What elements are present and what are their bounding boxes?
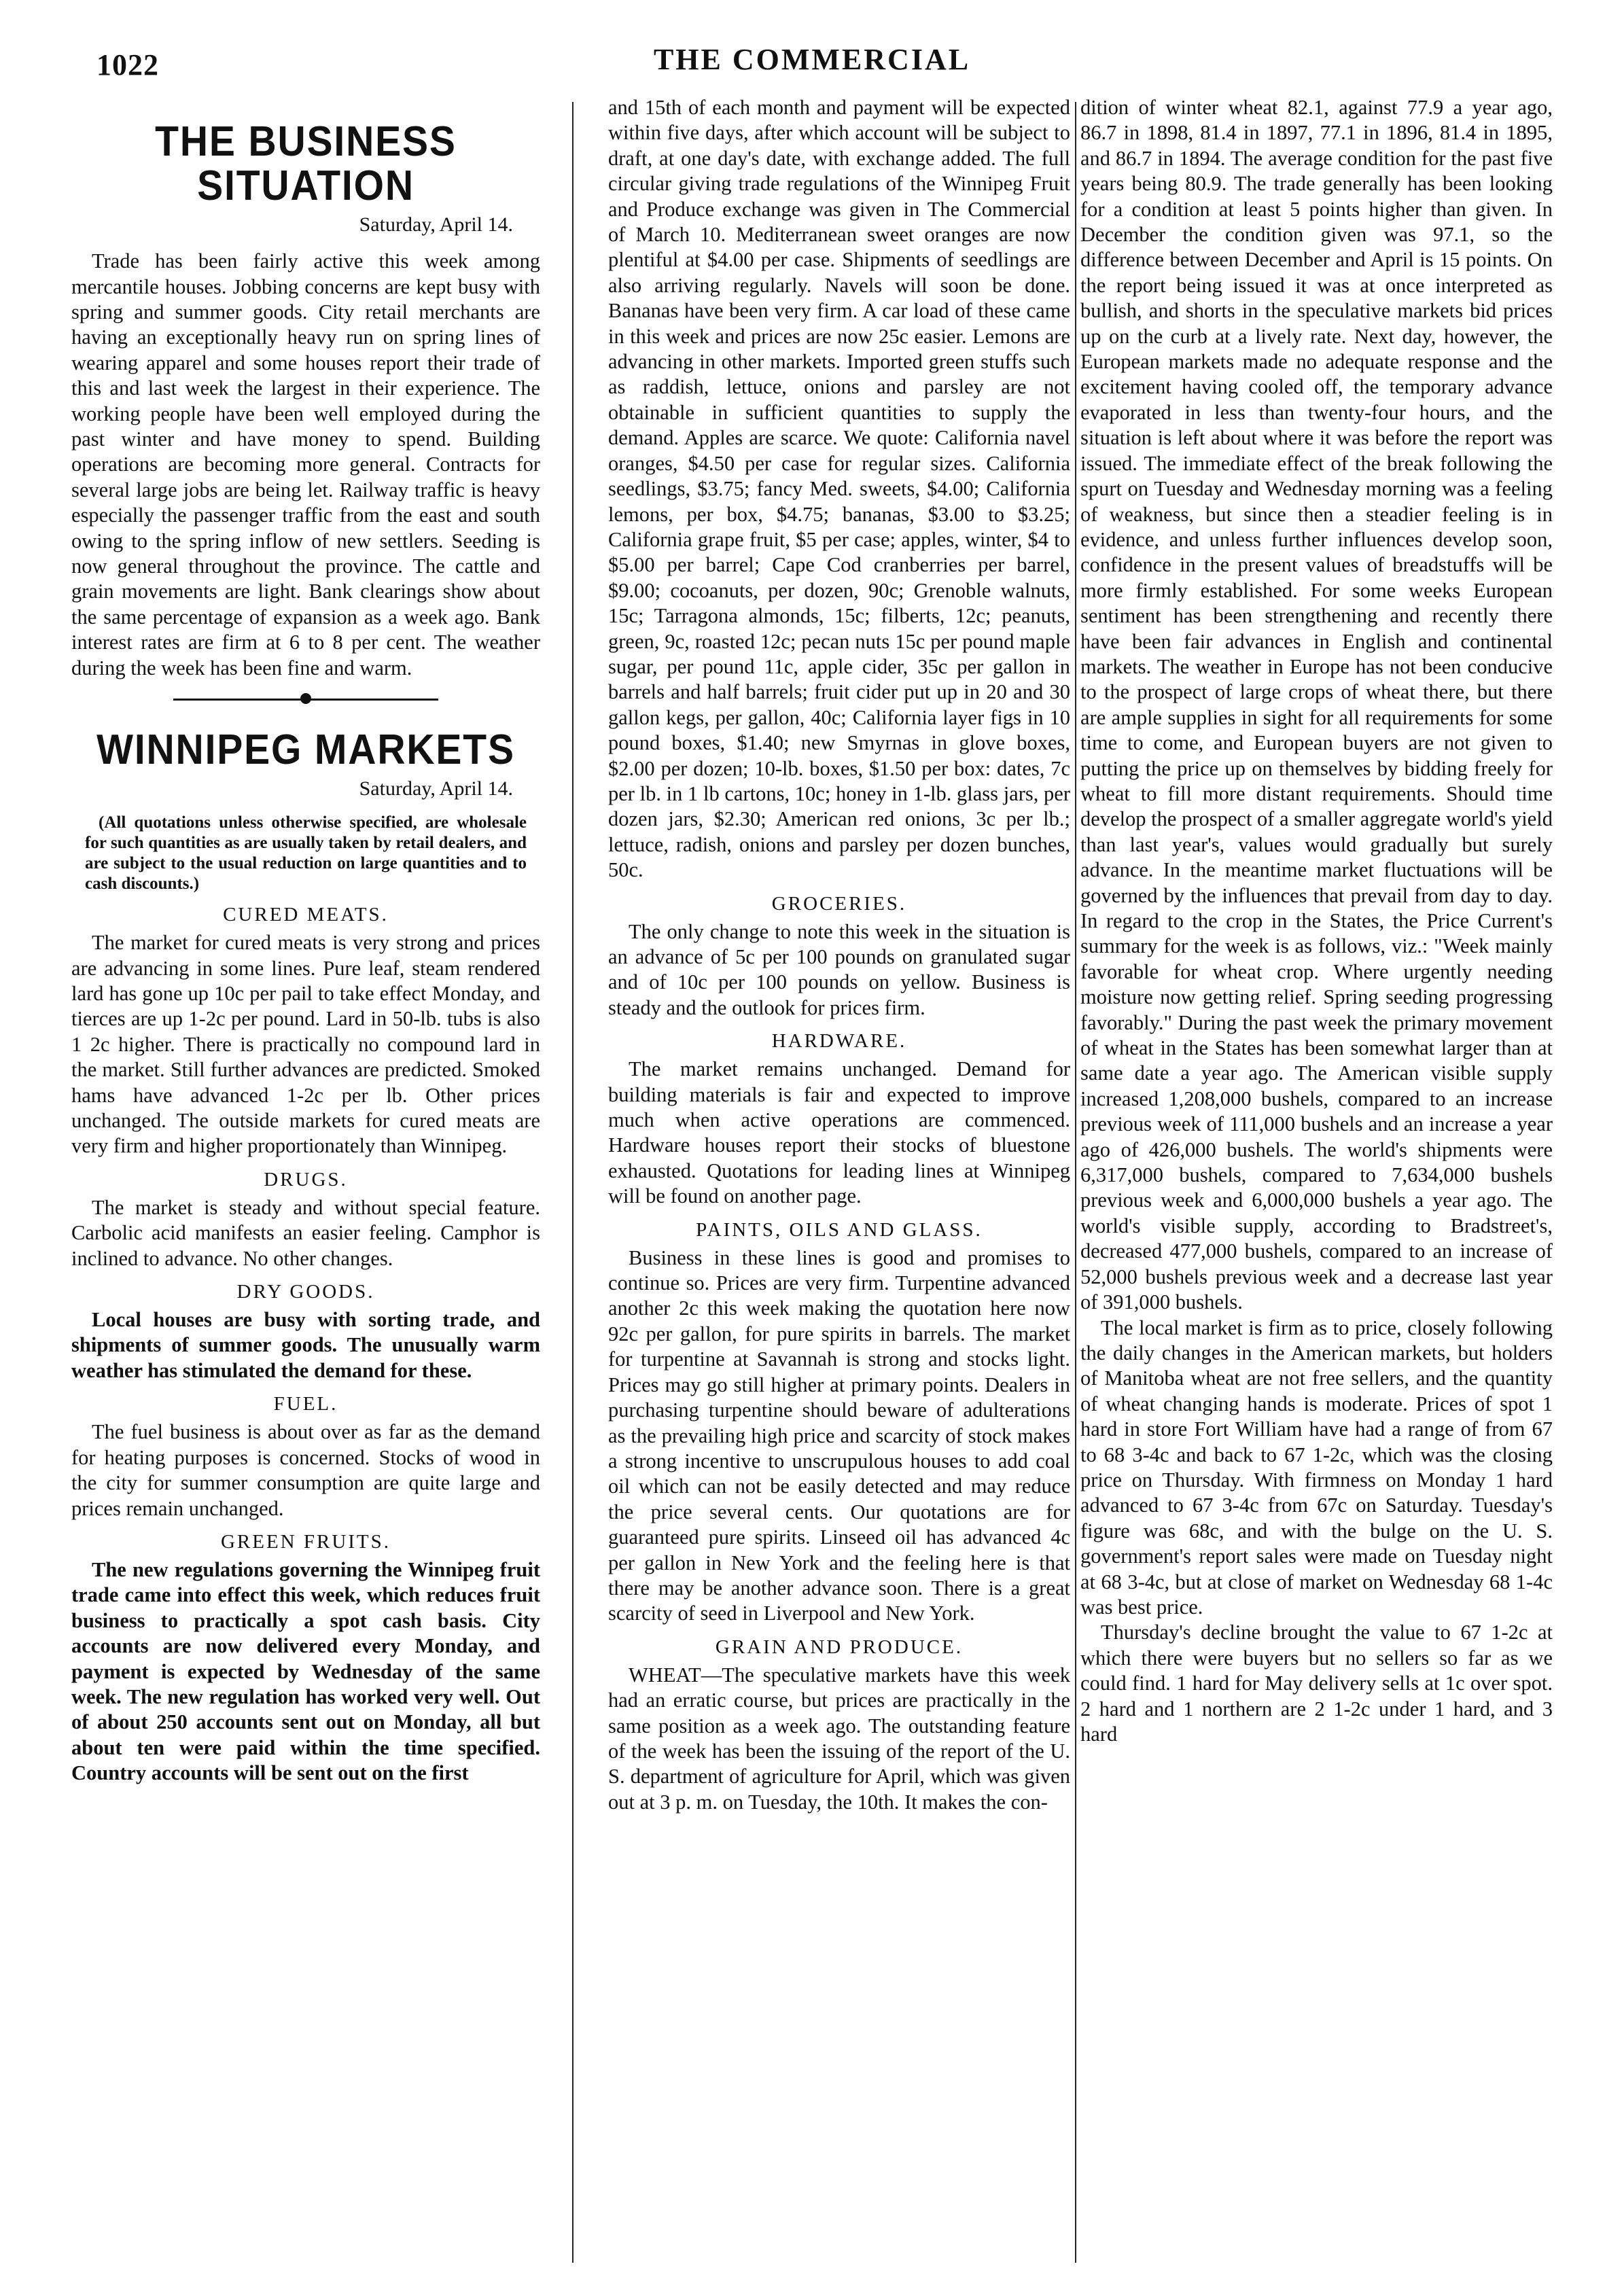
publication-title: THE COMMERCIAL	[653, 43, 971, 76]
groceries-heading: GROCERIES.	[771, 892, 907, 915]
column-3	[1080, 95, 1553, 2270]
paints-heading: PAINTS, OILS AND GLASS.	[696, 1218, 983, 1241]
markets-dateline: Saturday, April 14.	[359, 777, 513, 800]
grain-paragraph: WHEAT—The speculative markets have this week had an erratic course, but prices are practically in the same position as a week ago. The outstanding feature of the week has been the issuing of the report of the U. S. department of agriculture for April, which was given out at 3 p. m. on Tuesday, the 10th. It makes the con-	[608, 1663, 1070, 1814]
green-fruits-paragraph: The new regulations governing the Winnipeg fruit trade came into effect this week, which reduces fruit business to practically a spot cash basis. City accounts are now delivered every Monday, and payment is expected by Wednesday of the same week. The new regulation has worked very well. Out of about 250 accounts sent out on Monday, all but about ten were paid within the time specified. Country accounts will be sent out on the first	[71, 1557, 540, 1785]
column-rule	[1075, 102, 1076, 2263]
local-market-paragraph: The local market is firm as to price, closely following the daily changes in the American markets, but holders of Manitoba wheat are not free sellers, and the quantity of wheat changing hands is moderate. Prices of spot 1 hard in store Fort William have had a range of from 67 to 68 3-4c and back to 67 1-2c, which was the closing price on Thursday. With firmness on Monday 1 hard advanced to 67 3-4c from 67c on Saturday. Tuesday's figure was 68c, and with the bulge on the U. S. government's report sales were made on Tuesday night at 68 3-4c, but at close of market on Wednesday 68 1-4c was best price.	[1080, 1316, 1553, 1619]
dry-goods-heading: DRY GOODS.	[236, 1281, 375, 1303]
groceries-paragraph: The only change to note this week in the situation is an advance of 5c per 100 pounds on granulated sugar and of 10c per 100 pounds on yellow. Business is steady and the outlook for prices firm.	[608, 919, 1070, 1019]
green-fruits-continued: and 15th of each month and payment will be expected within five days, after which account will be subject to draft, at one day's date, with exchange added. The full circular giving trade regulations of the Winnipeg Fruit and Produce exchange was given in The Commercial of March 10. Mediterranean sweet oranges are now plentiful at $4.00 per case. Shipments of seedlings are also arriving regularly. Navels will soon be done. Bananas have been very firm. A car load of these came in this week and prices are now 25c easier. Lemons are advancing in other markets. Imported green stuffs such as raddish, lettuce, onions and parsley are not obtainable in sufficient quantities to supply the demand. Apples are scarce. We quote: California navel oranges, $4.50 per case for regular sizes. California seedlings, $3.75; fancy Med. sweets, $4.00; California lemons, per box, $4.75; bananas, $3.00 to $3.25; California grape fruit, $5 per case; apples, winter, $4 to $5.00 per barrel; Cape Cod cranberries per barrel, $9.00; cocoanuts, per dozen, 90c; Grenoble walnuts, 15c; Tarragona almonds, 15c; filberts, 12c; peanuts, green, 9c, roasted 12c; pecan nuts 15c per pound maple sugar, per pound 11c, apple cider, 35c per gallon in barrels and half barrels; fruit cider put up in 20 and 30 gallon kegs, per gallon, 40c; California layer figs in 10 pound boxes, $1.40; new Smyrnas in glove boxes, $2.00 per dozen; 10-lb. boxes, $1.50 per box: dates, 7c per lb. in 1 lb cartons, 10c; honey in 1-lb. glass jars, per dozen jars, $2.30; American red onions, 3c per lb.; lettuce, radish, onions and parsley per dozen bunches, 50c.	[608, 96, 1070, 882]
business-paragraph: Trade has been fairly active this week among mercantile houses. Jobbing concerns are kept busy with spring and summer goods. City retail merchants are having an exceptionally heavy run on spring lines of wearing apparel and some houses report their trade of this and last week the largest in their experience. The working people have been well employed during the past winter and have money to spend. Building operations are becoming more general. Contracts for several large jobs are being let. Railway traffic is heavy especially the passenger traffic from the east and south owing to the spring inflow of new settlers. Seeding is now general throughout the province. The cattle and grain movements are light. Bank clearings show about the same percentage of expansion as a week ago. Bank interest rates are firm at 6 to 8 per cent. The weather during the week has been fine and warm.	[71, 249, 540, 680]
green-fruits-heading: GREEN FRUITS.	[220, 1530, 391, 1553]
grain-heading: GRAIN AND PRODUCE.	[715, 1636, 964, 1658]
page-number: 1022	[96, 48, 159, 82]
hardware-paragraph: The market remains unchanged. Demand for building materials is fair and expected to improve much when active operations are commenced. Hardware houses report their stocks of bluestone exhausted. Quotations for leading lines at Winnipeg will be found on another page.	[608, 1057, 1070, 1208]
quotations-note: (All quotations unless otherwise specified, are wholesale for such quantities as are usually taken by retail dealers, and are subject to the usual reduction on large quantities and to cash discounts.)	[85, 813, 527, 894]
drugs-paragraph: The market is steady and without special feature. Carbolic acid manifests an easier feeling. Camphor is inclined to advance. No other changes.	[71, 1195, 540, 1270]
winnipeg-markets-title: WINNIPEG MARKETS	[96, 726, 515, 774]
paints-paragraph: Business in these lines is good and promises to continue so. Prices are very firm. Turpentine advanced another 2c this week making the quotation here now 92c per gallon, for pure spirits in barrels. The market for turpentine at Savannah is strong and stocks light. Prices may go still higher at primary points. Dealers in purchasing turpentine should beware of adulterations as the prevailing high price and scarcity of stock makes a strong incentive to unscrupulous houses to add coal oil which can not be easily detected and may reduce the price several cents. Our quotations are for guaranteed pure spirits. Linseed oil has advanced 4c per gallon in New York and the feeling here is that there may be another advance soon. There is a great scarcity of seed in Liverpool and New York.	[608, 1246, 1070, 1625]
column-rule	[572, 102, 573, 2263]
hardware-heading: HARDWARE.	[771, 1030, 907, 1053]
cured-meats-heading: CURED MEATS.	[223, 904, 389, 926]
drugs-heading: DRUGS.	[264, 1168, 348, 1190]
cured-meats-paragraph: The market for cured meats is very strong and prices are advancing in some lines. Pure leaf, steam rendered lard has gone up 10c per pail to take effect Monday, and tierces are up 1-2c per pound. Lard in 50-lb. tubs is also 1 2c higher. There is practically no compound lard in the market. Still further advances are predicted. Smoked hams have advanced 1-2c per lb. Other prices unchanged. The outside markets for cured meats are very firm and higher proportionately than Winnipeg.	[71, 931, 540, 1158]
section-divider	[173, 699, 438, 701]
fuel-paragraph: The fuel business is about over as far as the demand for heating purposes is concerned. Stocks of wood in the city for summer consumption are quite large and prices remain unchanged.	[71, 1420, 540, 1520]
fuel-heading: FUEL.	[273, 1393, 338, 1415]
dry-goods-paragraph: Local houses are busy with sorting trade, and shipments of summer goods. The unusually warm weather has stimulated the demand for these.	[71, 1308, 540, 1382]
column-1	[71, 95, 540, 2270]
column-2	[608, 95, 1070, 2270]
business-situation-title: THE BUSINESS SITUATION	[155, 118, 457, 210]
business-dateline: Saturday, April 14.	[359, 213, 513, 236]
grain-continued: dition of winter wheat 82.1, against 77.9 a year ago, 86.7 in 1898, 81.4 in 1897, 77.1 in 1896, 81.4 in 1895, and 86.7 in 1894. The average condition for the past five years being 80.9. The trade generally has been looking for a condition at least 5 points higher than given. In December the condition given was 97.1, so the difference between December and April is 15 points. On the report being issued it was at once interpreted as bullish, and shorts in the speculative markets bid prices up on the curb at a lively rate. Next day, however, the European markets made no adequate response and the excitement having cooled off, the temporary advance evaporated in less than twenty-four hours, and the situation is left about where it was before the report was issued. The immediate effect of the break following the spurt on Tuesday and Wednesday morning was a feeling of weakness, but since then a steadier feeling is in evidence, and unless further influences develop soon, confidence in the present values of breadstuffs will be more firmly established. For some weeks European sentiment has been strengthening and recently there have been fair advances in English and continental markets. The weather in Europe has not been conducive to the prospect of large crops of wheat there, but there are ample supplies in sight for all requirements for some time to come, and European buyers are not given to putting the price up on themselves by bidding freely for wheat to fill more distant requirements. Should time develop the prospect of a smaller aggregate world's yield than last year's, values would gradually but surely advance. In the meantime market fluctuations will be governed by the influences that prevail from day to day. In regard to the crop in the States, the Price Current's summary for the week is as follows, viz.: "Week mainly favorable for wheat crop. Where urgently needing moisture now getting relief. Spring seeding progressing favorably." During the past week the primary movement of wheat in the States has been somewhat larger than at same date a year ago. The American visible supply increased 1,208,000 bushels, compared to an increase previous week of 111,000 bushels and an increase a year ago of 426,000 bushels. The world's shipments were 6,317,000 bushels, compared to 7,634,000 bushels previous week and 6,000,000 bushels a year ago. The world's visible supply, according to Bradstreet's, decreased 477,000 bushels, compared to an increase of 52,000 bushels previous week and a decrease last year of 391,000 bushels.	[1080, 96, 1553, 1314]
thursday-paragraph: Thursday's decline brought the value to 67 1-2c at which there were buyers but no sellers so far as we could find. 1 hard for May delivery sells at 1c over spot. 2 hard and 1 northern are 2 1-2c under 1 hard, and 3 hard	[1080, 1621, 1553, 1746]
